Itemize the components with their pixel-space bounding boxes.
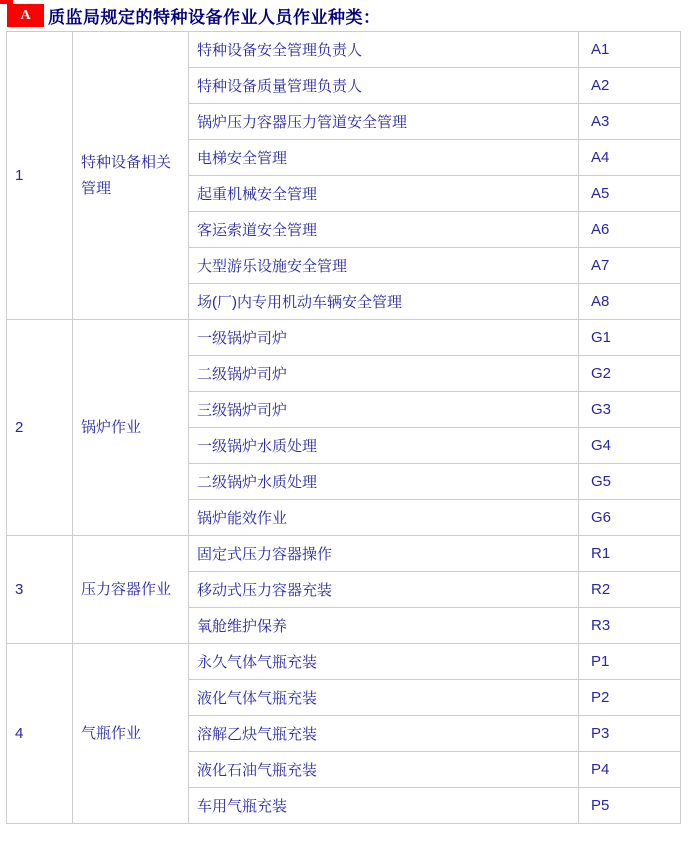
item-name-cell: 三级锅炉司炉 [189,392,579,428]
item-name-cell: 电梯安全管理 [189,140,579,176]
item-code-cell: P3 [579,716,681,752]
item-code-cell: R3 [579,608,681,644]
item-code-cell: A5 [579,176,681,212]
group-category-cell: 气瓶作业 [73,644,189,824]
item-code-cell: P4 [579,752,681,788]
group-category-cell: 压力容器作业 [73,536,189,644]
item-name-cell: 二级锅炉水质处理 [189,464,579,500]
table-row [7,32,681,68]
item-name-cell: 大型游乐设施安全管理 [189,248,579,284]
categories-table-body [7,32,681,824]
item-code-cell: R1 [579,536,681,572]
item-name-cell: 液化气体气瓶充装 [189,680,579,716]
table-row [7,320,681,356]
item-code-cell: P2 [579,680,681,716]
item-name-cell: 起重机械安全管理 [189,176,579,212]
item-name-cell: 二级锅炉司炉 [189,356,579,392]
page-title: 质监局规定的特种设备作业人员作业种类： [48,8,381,27]
item-name-cell: 特种设备质量管理负责人 [189,68,579,104]
item-code-cell: A3 [579,104,681,140]
item-code-cell: A2 [579,68,681,104]
categories-table [6,31,681,824]
item-name-cell: 锅炉压力容器压力管道安全管理 [189,104,579,140]
group-number-cell: 4 [7,644,73,824]
item-code-cell: A4 [579,140,681,176]
table-row [7,536,681,572]
item-name-cell: 溶解乙炔气瓶充装 [189,716,579,752]
group-category-cell: 特种设备相关管理 [73,32,189,320]
item-name-cell: 客运索道安全管理 [189,212,579,248]
section-badge: A [7,4,44,27]
item-code-cell: A6 [579,212,681,248]
item-name-cell: 锅炉能效作业 [189,500,579,536]
item-name-cell: 一级锅炉司炉 [189,320,579,356]
group-number-cell: 1 [7,32,73,320]
item-name-cell: 特种设备安全管理负责人 [189,32,579,68]
table-row [7,644,681,680]
item-code-cell: A8 [579,284,681,320]
item-code-cell: R2 [579,572,681,608]
item-name-cell: 永久气体气瓶充装 [189,644,579,680]
item-code-cell: G3 [579,392,681,428]
item-name-cell: 一级锅炉水质处理 [189,428,579,464]
item-name-cell: 氧舱维护保养 [189,608,579,644]
group-category-cell: 锅炉作业 [73,320,189,536]
group-number-cell: 3 [7,536,73,644]
item-name-cell: 移动式压力容器充装 [189,572,579,608]
item-code-cell: P1 [579,644,681,680]
item-name-cell: 场(厂)内专用机动车辆安全管理 [189,284,579,320]
item-code-cell: G2 [579,356,681,392]
item-code-cell: G6 [579,500,681,536]
item-name-cell: 液化石油气瓶充装 [189,752,579,788]
item-code-cell: G5 [579,464,681,500]
item-code-cell: A1 [579,32,681,68]
page-header [7,3,381,28]
item-code-cell: A7 [579,248,681,284]
item-name-cell: 固定式压力容器操作 [189,536,579,572]
item-code-cell: G4 [579,428,681,464]
item-name-cell: 车用气瓶充装 [189,788,579,824]
group-number-cell: 2 [7,320,73,536]
item-code-cell: P5 [579,788,681,824]
categories-table-container [6,31,680,824]
item-code-cell: G1 [579,320,681,356]
